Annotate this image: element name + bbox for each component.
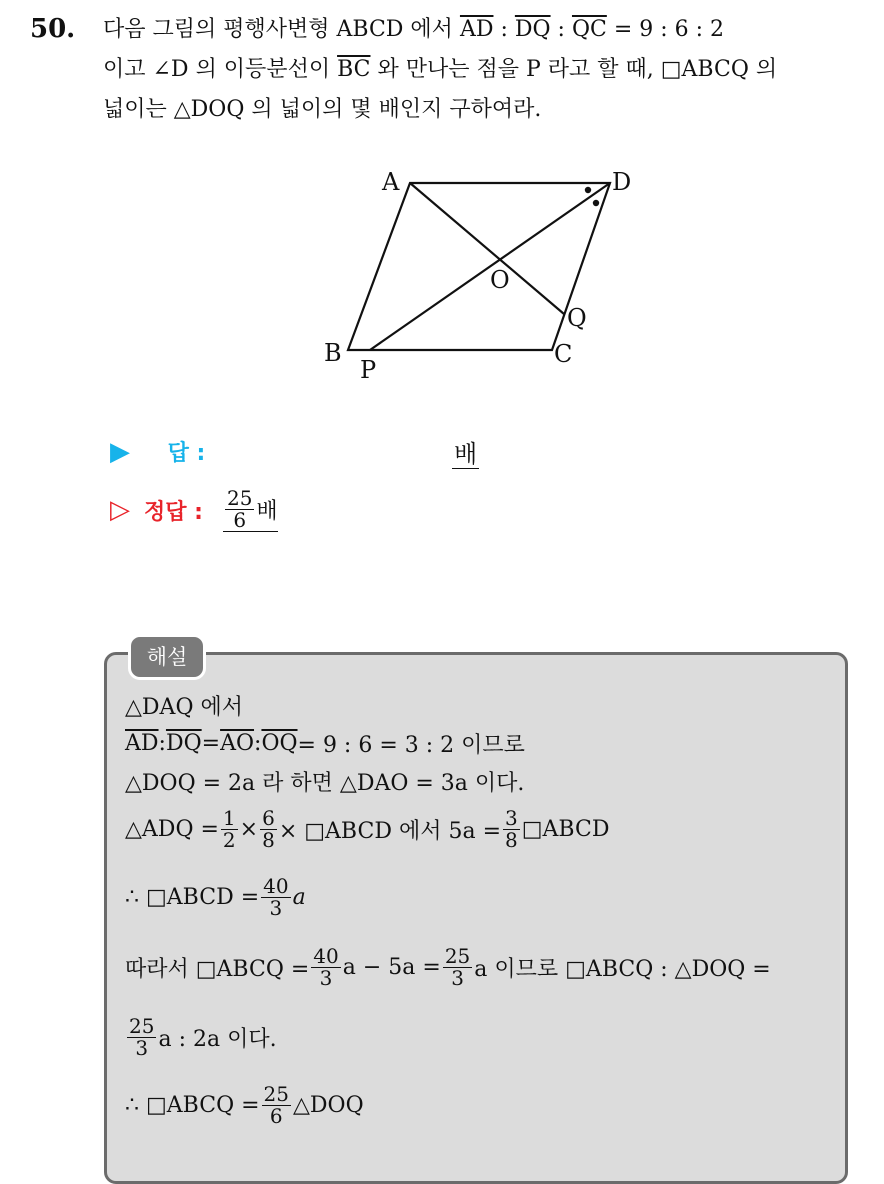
angle-mark-1 (585, 187, 591, 193)
segment-dq: $\overline{DQ}$ (514, 17, 551, 42)
answer-blank[interactable]: 배 (454, 440, 478, 468)
solution-line-6: 따라서 □ABCQ = $\frac{40}{3}$ a − 5a = $\frac{25}{3}$ a 이므로 □ABCQ : △DOQ = (125, 944, 771, 990)
solution-line-4: △ADQ = $\frac{1}{2}$ × $\frac{6}{8}$ × □ABCD 에서 5a = $\frac{3}{8}$ □ABCD (125, 806, 610, 852)
correct-answer-row (110, 488, 278, 532)
label-b: B (324, 339, 342, 367)
label-p: P (360, 356, 377, 384)
segment-ad: $\overline{AD}$ (459, 17, 494, 42)
segment-bc: $\overline{BC}$ (337, 57, 371, 82)
label-a: A (382, 168, 400, 196)
correct-value: $\frac{25}{6}$ 배 (223, 488, 278, 532)
label-d: D (612, 168, 632, 196)
correct-arrow-icon: ▷ (110, 495, 130, 525)
label-q: Q (567, 304, 587, 332)
solution-line-5: ∴ □ABCD = $\frac{40}{3}$ a (125, 874, 306, 920)
segment-aq (410, 183, 564, 314)
correct-label: 정답 : (144, 499, 203, 525)
question-number: 50. (30, 14, 76, 44)
solution-line-8: ∴ □ABCQ = $\frac{25}{6}$ △DOQ (125, 1082, 364, 1128)
parallelogram-figure (320, 160, 640, 390)
answer-label: 답 : (167, 441, 206, 466)
answer-arrow-icon: ▶ (110, 437, 130, 467)
question-line-2: 이고 ∠D 의 이등분선이 $\overline{BC}$ 와 만나는 점을 P 라고 할 때, □ABCQ 의 (103, 57, 778, 82)
solution-line-3: △DOQ = 2a 라 하면 △DAO = 3a 이다. (125, 771, 525, 796)
segment-qc: $\overline{QC}$ (571, 17, 607, 42)
solution-line-2: $\overline{AD}$ : $\overline{DQ}$ = $\overline{AO}$ : $\overline{OQ}$ = 9 : 6 = 3 : 2 이므로 (125, 731, 525, 758)
angle-mark-2 (593, 200, 599, 206)
solution-line-1: △DAQ 에서 (125, 695, 243, 720)
solution-line-7: $\frac{25}{3}$ a : 2a 이다. (129, 1014, 277, 1060)
label-c: C (554, 340, 573, 368)
question-line-1: 다음 그림의 평행사변형 ABCD 에서 $\overline{AD}$ : $\overline{DQ}$ : $\overline{QC} = 9$ : 6 : 2 (103, 17, 725, 42)
solution-tag: 해설 (128, 634, 206, 680)
answer-row (110, 436, 205, 467)
label-o: O (490, 266, 510, 294)
question-line-3: 넓이는 △DOQ 의 넓이의 몇 배인지 구하여라. (103, 97, 542, 122)
